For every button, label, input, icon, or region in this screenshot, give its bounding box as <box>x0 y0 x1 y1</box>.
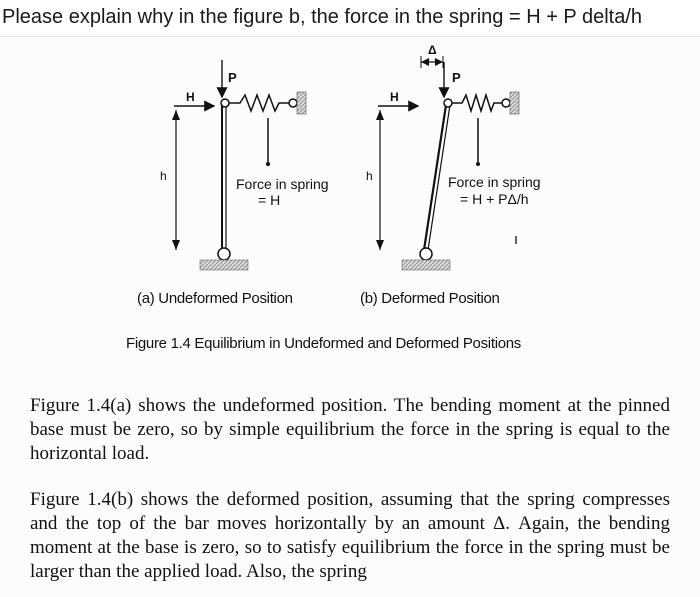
base-hinge <box>218 248 230 260</box>
spring <box>229 95 290 111</box>
vertical-load-label: P <box>228 70 237 85</box>
paragraph-1: Figure 1.4(a) shows the undeformed position. The bending moment at the pinned base must be zero, so by simple equilibrium the force in the spring is equal to the horizontal load. <box>30 395 670 464</box>
horizontal-load-label: H <box>186 90 195 104</box>
height-label-b: h <box>366 169 373 183</box>
deformed-column <box>424 105 446 250</box>
spring-force-label-1: Force in spring <box>236 176 329 192</box>
spring-force-label-b-1: Force in spring <box>448 174 541 190</box>
base-hinge-b <box>420 248 432 260</box>
spring-force-label-b-2: = H + PΔ/h <box>460 191 529 207</box>
vertical-load-label-b: P <box>452 70 461 85</box>
equilibrium-figure <box>0 37 700 297</box>
spring-support-b <box>510 92 519 114</box>
panel-b <box>366 43 541 270</box>
top-hinge-b <box>444 99 452 107</box>
spring-support <box>297 92 306 114</box>
top-hinge <box>221 99 229 107</box>
delta-label: Δ <box>428 43 437 57</box>
question-text: Please explain why in the figure b, the force in the spring = H + P delta/h <box>2 6 643 28</box>
figure-caption: Figure 1.4 Equilibrium in Undeformed and Deformed Positions <box>126 335 522 352</box>
height-label: h <box>160 169 167 183</box>
paragraph-2: Figure 1.4(b) shows the deformed position, assuming that the spring compresses and the top of the bar moves horizontally by an amount Δ. Again, the bending moment at the base is zero, so to satisfy equilibrium the force in the spring must be larger than the applied load. Also, the spring <box>30 489 670 582</box>
horizontal-load-label-b: H <box>390 90 399 104</box>
caption-b: (b) Deformed Position <box>360 290 500 307</box>
panel-a <box>160 60 329 270</box>
compressed-spring <box>452 95 503 111</box>
spring-force-label-2: = H <box>258 192 281 208</box>
ground-support-b <box>402 260 450 270</box>
ground-support <box>200 260 248 270</box>
caption-a: (a) Undeformed Position <box>137 290 293 307</box>
